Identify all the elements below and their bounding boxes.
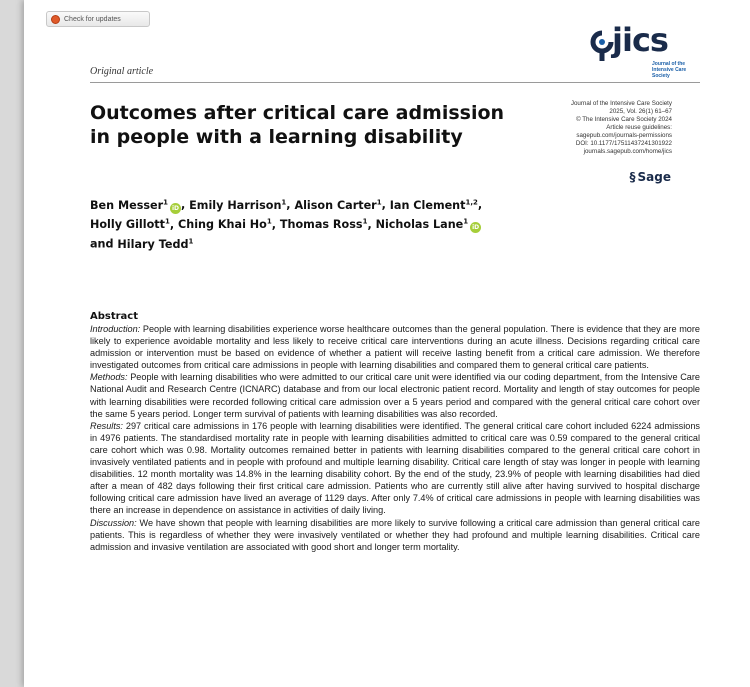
author-affiliation: 1 [463, 217, 469, 226]
author-affiliation: 1 [266, 217, 272, 226]
abstract-methods: Methods: People with learning disabilities who were admitted to our critical care unit were identified via our coding department, from the Intensive Care National Audit and Research Centre (ICNARC) database and from our local electronic patient record. Mortality and length of stay outcomes for people with learning disabilities were recorded following critical care admission over a 5 years period and compared with the general critical care cohort over the same 5 years period. Longer term survival of patients with learning disabilities was also recorded. [90, 372, 700, 419]
author-name[interactable]: Alison Carter$^1$ [294, 198, 382, 212]
crossmark-icon [51, 15, 60, 24]
article-type: Original article [90, 66, 154, 77]
meta-reuse-label: Article reuse guidelines: [606, 124, 672, 131]
author-name[interactable]: Ben Messer$^1$ [90, 198, 168, 212]
meta-copyright: © The Intensive Care Society 2024 [576, 116, 672, 123]
author-name[interactable]: Nicholas Lane$^1$ [375, 217, 469, 232]
author-affiliation: 1 [281, 198, 287, 206]
author-name[interactable]: Thomas Ross$^1$ [279, 217, 368, 232]
abstract-heading: Abstract [90, 311, 139, 322]
author-affiliation: 1 [188, 237, 194, 246]
jics-wordmark: jics [612, 21, 668, 59]
author-name[interactable]: Ian Clement$^{1,2}$ [389, 198, 478, 212]
meta-volume: 2025, Vol. 26(1) 61–67 [609, 108, 672, 115]
author-name[interactable]: Emily Harrison$^1$ [189, 198, 287, 212]
abstract-body [90, 323, 700, 553]
meta-doi[interactable]: DOI: 10.1177/17511437241301922 [575, 140, 672, 147]
abstract-results: Results: 297 critical care admissions in 176 people with learning disabilities were identified. The general critical care cohort included 6224 admissions in 4976 patients. The standardised mortality rate in people with learning disabilities admitted to critical care was 0.59 compared to the general critical care cohort which was 0.98. Mortality outcomes remained better in patients with learning disabilities compared to the general critical care cohort in invasively ventilated patients and in people with profound and multiple learning disability. Critical care length of stay was longer in people with learning disabilities. 12 month mortality was 14.8% in the learning disability cohort. By the end of the study, 23.9% of people with learning disabilities had died after a mean of 482 days following their first critical care admission. Patients who are currently still alive after having survived to hospital discharge following critical care admission have lived an average of 1129 days. After only 7.4% of critical care admissions in people with learning disabilities was there an increase in dependence on assistance in activities of daily living. [90, 420, 700, 516]
logo-subtitle: Journal of the Intensive Care Society [652, 61, 687, 79]
author-affiliation: 1,2 [465, 198, 478, 206]
orcid-icon[interactable]: iD [171, 204, 180, 212]
author-list: Ben Messer$^1$iD , Emily Harrison$^1$, Alison Carter$^1$, Ian Clement$^{1,2}$, Holly Gillott$^1$, Ching Khai Ho$^1$, Thomas Ross$^1$, Nicholas Lane$^1$iD and Hilary Tedd$^1$ [90, 198, 483, 252]
publisher-logo [630, 170, 671, 184]
check-for-updates-button[interactable] [46, 11, 150, 27]
article-page [24, 0, 750, 687]
header-divider [90, 82, 700, 83]
check-for-updates-label: Check for updates [64, 15, 121, 23]
author-affiliation: 1 [362, 217, 368, 226]
author-name[interactable]: Ching Khai Ho$^1$ [178, 217, 272, 232]
meta-journal: Journal of the Intensive Care Society [570, 100, 672, 107]
author-affiliation: 1 [163, 198, 168, 206]
meta-journal-link[interactable]: journals.sagepub.com/home/jics [583, 148, 672, 155]
journal-meta [502, 100, 672, 156]
journal-logo [588, 21, 688, 79]
orcid-icon[interactable]: iD [472, 224, 480, 232]
author-name[interactable]: Hilary Tedd$^1$ [117, 237, 194, 252]
meta-permissions-link[interactable]: sagepub.com/journals-permissions [576, 132, 672, 139]
author-affiliation: 1 [164, 217, 170, 226]
sage-s-icon: § [629, 170, 636, 184]
abstract-introduction: Introduction: People with learning disabilities experience worse healthcare outcomes than the general population. There is evidence that they are more likely to experience avoidable mortality and less likely to receive critical care interventions during an acute illness. Decisions regarding critical care admission or intervention must be based on evidence of whether a patient will receive lasting benefit from a critical care admission. We therefore investigated outcomes from critical care admissions in people with learning disabilities and compared them to general critical care patients. [90, 324, 700, 371]
article-title: Outcomes after critical care admission in people with a learning disability [90, 102, 505, 148]
author-name[interactable]: Holly Gillott$^1$ [90, 217, 170, 232]
publisher-name: Sage [637, 170, 671, 184]
author-affiliation: 1 [376, 198, 382, 206]
abstract-discussion: Discussion: We have shown that people with learning disabilities are more likely to survive following a critical care admission than general critical care patients. This is regardless of whether they were invasively ventilated or whether they had profound and multiple learning disabilities. Critical care admission and invasive ventilation are associated with good short and longer term mortality. [90, 517, 700, 552]
